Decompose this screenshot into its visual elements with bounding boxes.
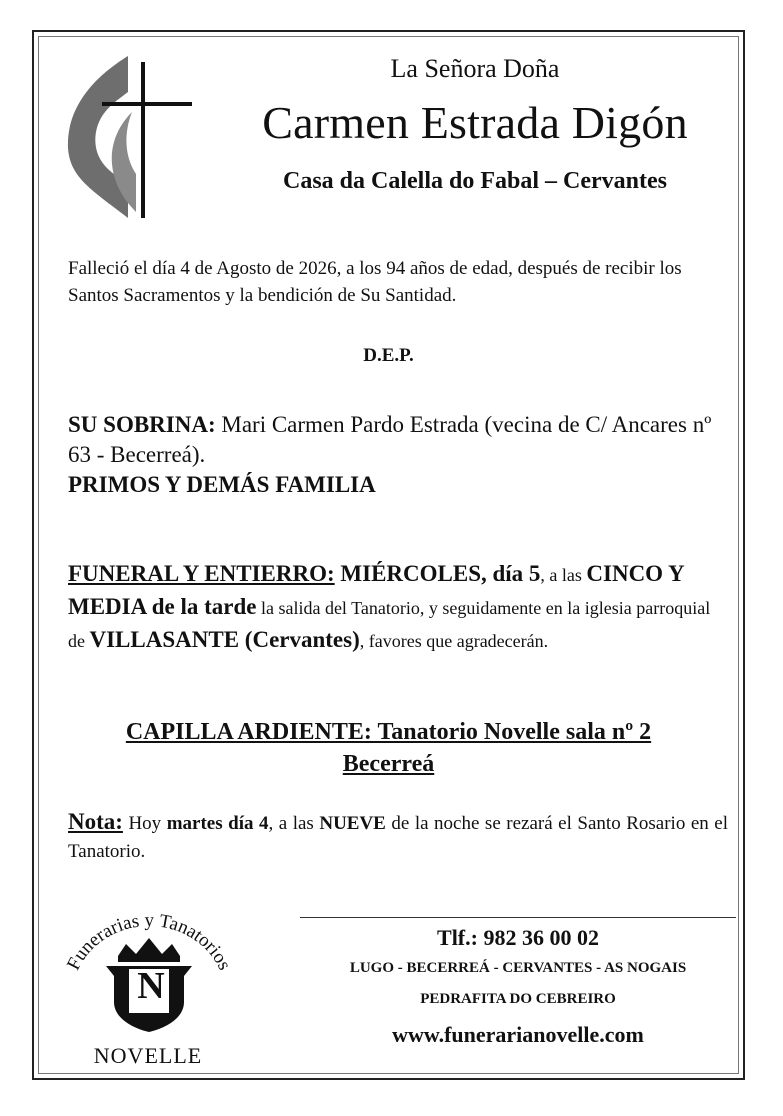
death-notice: Falleció el día 4 de Agosto de 2026, a los 94 años de edad, después de recibir los Santos Sacramentos y la bendición de Su Santidad. (68, 258, 682, 306)
note-day: martes día 4 (166, 813, 269, 834)
funeral-section (68, 558, 728, 657)
family-text: Mari Carmen Pardo Estrada (vecina de C/ Ancares nº 63 - Becerreá). (68, 412, 712, 467)
phone-number: Tlf.: 982 36 00 02 (437, 925, 599, 950)
chapel-line1: CAPILLA ARDIENTE: Tanatorio Novelle sala nº 2 (125, 719, 652, 745)
logo-brand: NOVELLE (93, 1043, 203, 1068)
note-time: NUEVE (319, 813, 386, 834)
note-text-1: Hoy (122, 813, 167, 834)
towns-line-2: PEDRAFITA DO CEBREIRO (420, 991, 616, 1007)
funeral-day: MIÉRCOLES, día 5 (334, 561, 541, 586)
family-section (68, 410, 728, 500)
note-label: Nota: (68, 809, 123, 834)
note-section (68, 808, 728, 866)
footer-divider (300, 917, 736, 918)
logo-arc-text: Funerarias y Tanatorios (63, 909, 235, 974)
chapel-line2: Becerreá (342, 751, 435, 777)
note-text-3: de la noche se rezará el Santo Rosario en el Tanatorio. (68, 813, 728, 862)
dep-text: D.E.P. (363, 345, 414, 366)
family-label: SU SOBRINA: (68, 412, 216, 437)
towns-line: LUGO - BECERREÁ - CERVANTES - AS NOGAIS (349, 960, 687, 976)
chapel-section (32, 716, 745, 780)
honorific: La Señora Doña (390, 54, 560, 83)
funeral-time: CINCO Y MEDIA de la tarde (68, 561, 684, 619)
website: www.funerarianovelle.com (392, 1022, 644, 1047)
family-line2: PRIMOS Y DEMÁS FAMILIA (68, 472, 376, 497)
funeral-text-1: , a las (540, 565, 587, 585)
logo-monogram: N (137, 965, 165, 1007)
funeral-label: FUNERAL Y ENTIERRO: (68, 561, 335, 586)
cross-flame-icon (62, 52, 194, 222)
note-text-2: , a las (268, 813, 320, 834)
funeral-text-2: la salida del Tanatorio, y seguidamente en la iglesia parroquial de (68, 598, 711, 651)
funeral-place: VILLASANTE (Cervantes) (89, 627, 360, 652)
house-name: Casa da Calella do Fabal – Cervantes (283, 168, 667, 194)
funeral-text-3: , favores que agradecerán. (359, 631, 549, 651)
deceased-name: Carmen Estrada Digón (262, 97, 688, 148)
